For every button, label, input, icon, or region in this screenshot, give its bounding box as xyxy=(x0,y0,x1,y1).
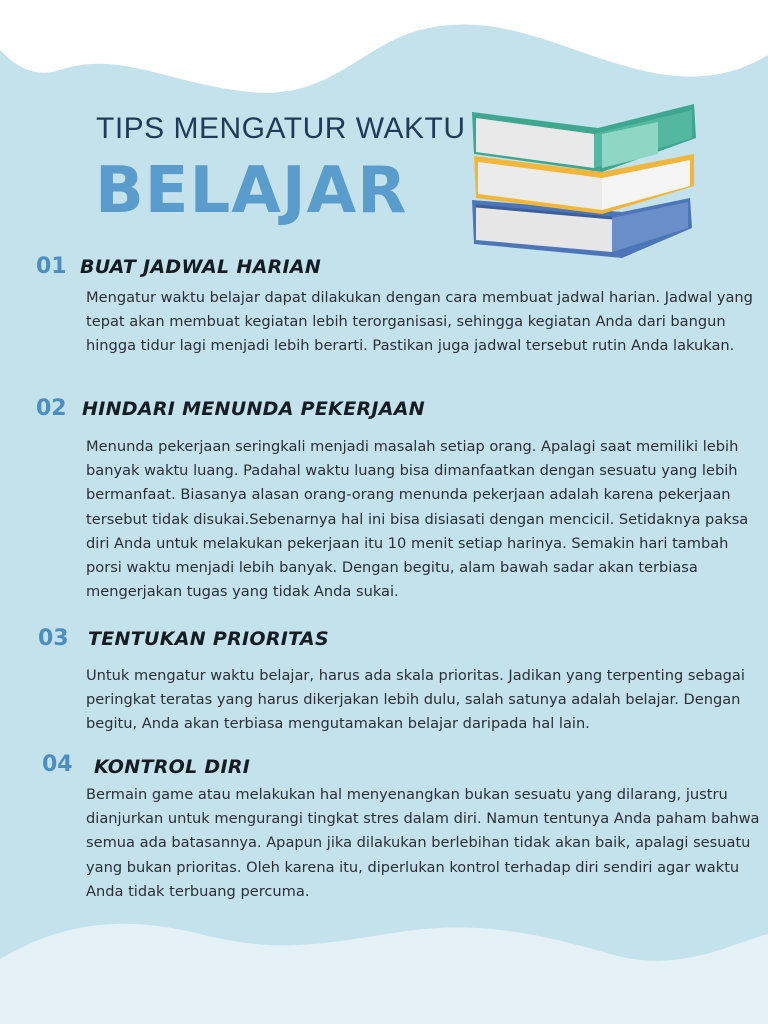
section-number-04: 04 xyxy=(42,752,73,777)
section-title-01: BUAT JADWAL HARIAN xyxy=(80,256,322,278)
section-body-03: Untuk mengatur waktu belajar, harus ada skala prioritas. Jadikan yang terpenting sebagai peringkat teratas yang harus dikerjakan lebih dulu, salah satunya adalah belajar. Dengan begitu, Anda akan terbiasa mengutamakan belajar daripada hal lain. xyxy=(86,667,745,733)
section-title-04: KONTROL DIRI xyxy=(94,756,251,778)
title-main: BELAJAR xyxy=(95,154,408,228)
section-body-02: Menunda pekerjaan seringkali menjadi masalah setiap orang. Apalagi saat memiliki lebih banyak waktu luang. Padahal waktu luang bisa dimanfaatkan dengan sesuatu yang lebih bermanfaat. Biasanya alasan orang-orang menunda pekerjaan adalah karena pekerjaan tersebut tidak disukai.Sebenarnya hal ini bisa disiasati dengan mencicil. Setidaknya paksa diri Anda untuk melakukan pekerjaan itu 10 menit setiap harinya. Semakin hari tambah porsi waktu menjadi lebih banyak. Dengan begitu, alam bawah sadar akan terbiasa mengerjakan tugas yang tidak Anda sukai. xyxy=(86,438,749,601)
section-number-02: 02 xyxy=(36,396,67,421)
section-title-03: TENTUKAN PRIORITAS xyxy=(88,628,329,650)
section-body-01: Mengatur waktu belajar dapat dilakukan dengan cara membuat jadwal harian. Jadwal yang tepat akan membuat kegiatan lebih terorganisasi, sehingga kegiatan Anda dari bangun hingga tidur lagi menjadi lebih berarti. Pastikan juga jadwal tersebut rutin Anda lakukan. xyxy=(86,289,753,355)
section-title-02: HINDARI MENUNDA PEKERJAAN xyxy=(82,398,425,420)
section-number-01: 01 xyxy=(36,254,67,279)
section-number-03: 03 xyxy=(38,626,69,651)
title-top: TIPS MENGATUR WAKTU xyxy=(96,112,466,145)
bottom-wave-decoration xyxy=(0,904,768,1024)
books-stack-icon xyxy=(462,82,702,266)
section-body-04: Bermain game atau melakukan hal menyenangkan bukan sesuatu yang dilarang, justru dianjurkan untuk mengurangi tingkat stres dalam diri. Namun tentunya Anda paham bahwa semua ada batasannya. Apapun jika dilakukan berlebihan tidak akan baik, apalagi sesuatu yang bukan prioritas. Oleh karena itu, diperlukan kontrol terhadap diri sendiri agar waktu Anda tidak terbuang percuma. xyxy=(86,786,760,900)
